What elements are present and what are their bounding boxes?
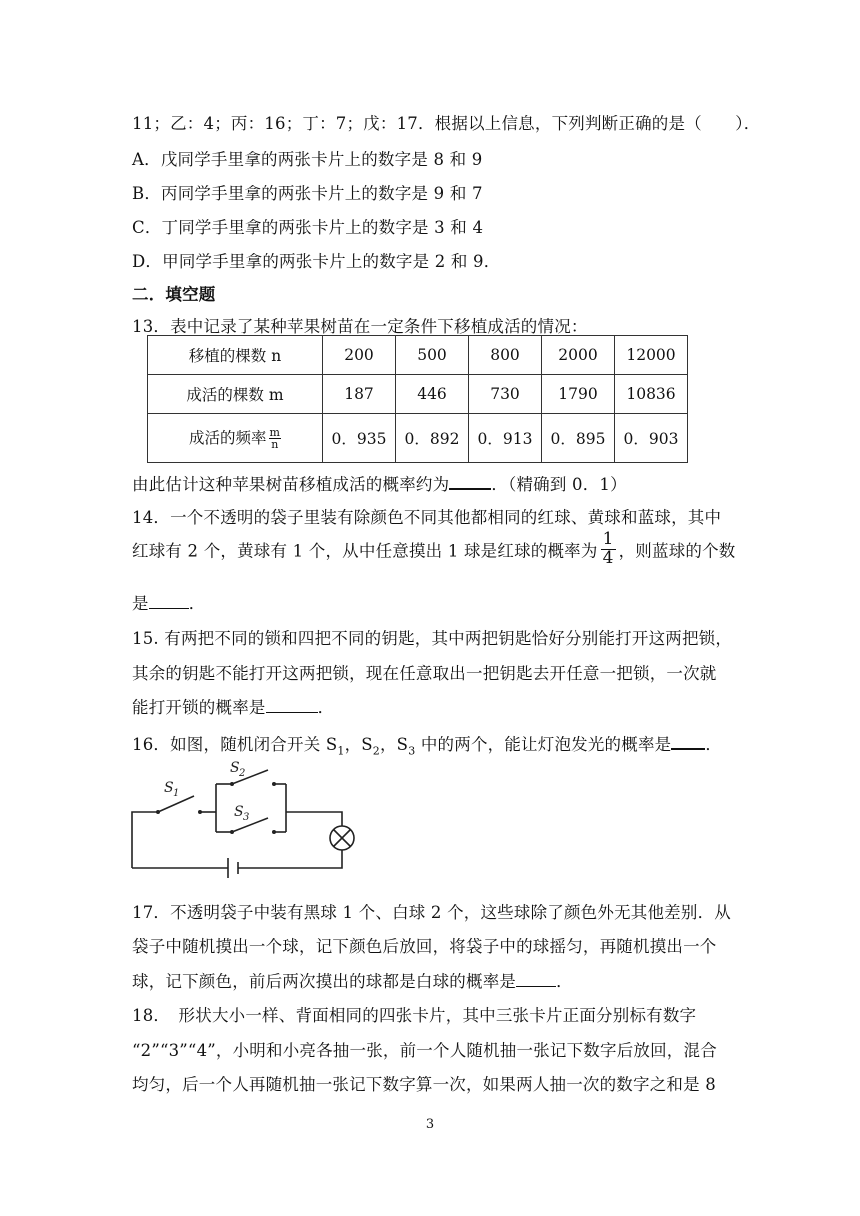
q14-line2-tail: ，则蓝球的个数	[618, 541, 736, 561]
q14-line2-text: 红球有 2 个，黄球有 1 个，从中任意摸出 1 球是红球的概率为	[132, 541, 598, 561]
label-s3: S	[234, 804, 244, 820]
table-cell: 成活的棵数 m	[148, 375, 323, 414]
q13-after-text: 由此估计这种苹果树苗移植成活的概率约为	[132, 475, 450, 494]
table-cell: 500	[396, 336, 469, 375]
table-cell: 187	[323, 375, 396, 414]
q16-sep: ，S	[344, 735, 373, 754]
subscript: 3	[408, 744, 416, 758]
table-cell: 0．913	[469, 414, 542, 463]
q14-line3-tail: ．	[188, 594, 206, 613]
fraction-m-over-n	[269, 427, 281, 450]
wire	[238, 850, 342, 868]
q17-line1: 17．不透明袋子中装有黑球 1 个、白球 2 个，这些球除了颜色外无其他差别．从	[132, 903, 731, 922]
q15-line3-text: 能打开锁的概率是	[132, 698, 266, 717]
switch-contact	[230, 830, 234, 834]
switch-contact	[156, 810, 160, 814]
q15-line3	[132, 694, 334, 718]
switch-contact	[198, 810, 202, 814]
q13-after-tail: ．（精确到 0．1）	[491, 475, 627, 494]
fraction-denominator: n	[271, 438, 279, 452]
q13-after	[132, 471, 627, 495]
fraction-numerator: 1	[602, 529, 614, 549]
switch-s3-lever	[232, 818, 268, 832]
table-cell: 0．935	[323, 414, 396, 463]
table-cell: 1790	[542, 375, 615, 414]
q13-table	[147, 335, 688, 463]
subscript: 1	[337, 744, 345, 758]
label-s2-sub: 2	[239, 768, 246, 779]
fraction-one-quarter	[601, 531, 616, 568]
q12-option-a: A．戊同学手里拿的两张卡片上的数字是 8 和 9	[132, 150, 483, 169]
q16-text: 16．如图，随机闭合开关 S	[132, 735, 338, 754]
q16-text-tail: 中的两个，能让灯泡发光的概率是	[415, 735, 672, 754]
q14-line3-text: 是	[132, 594, 149, 613]
frequency-label: 成活的频率	[189, 428, 267, 447]
fraction-numerator: m	[269, 426, 280, 440]
table-row	[148, 414, 688, 463]
q18-line1: 18． 形状大小一样、背面相同的四张卡片，其中三张卡片正面分别标有数字	[132, 1006, 697, 1025]
q14-line2	[132, 531, 736, 568]
q16-sep: ，S	[379, 735, 409, 754]
label-s1-sub: 1	[173, 788, 180, 799]
q12-option-b: B．丙同学手里拿的两张卡片上的数字是 9 和 7	[132, 184, 483, 203]
table-cell: 800	[469, 336, 542, 375]
q18-line2: “2”“3”“4”，小明和小亮各抽一张，前一个人随机抽一张记下数字后放回，混合	[132, 1041, 717, 1060]
section-heading: 二．填空题	[132, 285, 216, 304]
table-row	[148, 375, 688, 414]
q14-line1: 14．一个不透明的袋子里装有除颜色不同其他都相同的红球、黄球和蓝球，其中	[132, 508, 722, 527]
label-s3-sub: 3	[243, 812, 250, 823]
table-cell: 446	[396, 375, 469, 414]
q13-stem: 13．表中记录了某种苹果树苗在一定条件下移植成活的情况：	[132, 317, 588, 336]
answer-blank[interactable]	[266, 698, 318, 713]
page-number: 3	[425, 1117, 435, 1132]
q16-end: ．	[705, 735, 723, 754]
q18-line3: 均匀，后一个人再随机抽一张记下数字算一次，如果两人抽一次的数字之和是 8	[132, 1075, 716, 1094]
table-row	[148, 336, 688, 375]
q15-line1: 15. 有两把不同的锁和四把不同的钥匙，其中两把钥匙恰好分别能打开这两把锁，	[132, 629, 733, 648]
table-cell	[148, 414, 323, 463]
q15-line3-tail: ．	[317, 698, 335, 717]
q17-line3-text: 球，记下颜色，前后两次摸出的球都是白球的概率是	[132, 972, 517, 991]
q12-tail: 11；乙：4；丙：16；丁：7；戊：17．根据以上信息，下列判断正确的是（ ）．	[132, 114, 761, 133]
answer-blank[interactable]	[449, 474, 491, 490]
table-cell: 0．895	[542, 414, 615, 463]
table-cell: 0．892	[396, 414, 469, 463]
q17-line3	[132, 968, 573, 992]
q12-option-d: D．甲同学手里拿的两张卡片上的数字是 2 和 9．	[132, 252, 501, 271]
table-cell: 12000	[615, 336, 688, 375]
q15-line2: 其余的钥匙不能打开这两把锁，现在任意取出一把钥匙去开任意一把锁，一次就	[132, 664, 717, 683]
answer-blank[interactable]	[671, 734, 705, 750]
circuit-diagram	[120, 760, 360, 885]
q17-line3-tail: ．	[556, 972, 573, 991]
label-s2: S	[230, 760, 240, 776]
q14-line3	[132, 590, 205, 614]
answer-blank[interactable]	[149, 594, 189, 609]
table-cell: 2000	[542, 336, 615, 375]
wire	[132, 812, 158, 868]
wire	[286, 812, 342, 826]
fraction-denominator: 4	[602, 547, 614, 568]
table-cell: 200	[323, 336, 396, 375]
switch-contact	[272, 782, 276, 786]
q16-stem	[132, 731, 722, 757]
table-cell: 10836	[615, 375, 688, 414]
switch-contact	[230, 782, 234, 786]
switch-contact	[272, 830, 276, 834]
table-cell: 730	[469, 375, 542, 414]
answer-blank[interactable]	[516, 972, 556, 987]
q12-option-c: C．丁同学手里拿的两张卡片上的数字是 3 和 4	[132, 218, 484, 237]
table-cell: 移植的棵数 n	[148, 336, 323, 375]
q17-line2: 袋子中随机摸出一个球，记下颜色后放回，将袋子中的球摇匀，再随机摸出一个	[132, 937, 717, 956]
label-s1: S	[164, 780, 174, 796]
subscript: 2	[372, 744, 380, 758]
table-cell: 0．903	[615, 414, 688, 463]
